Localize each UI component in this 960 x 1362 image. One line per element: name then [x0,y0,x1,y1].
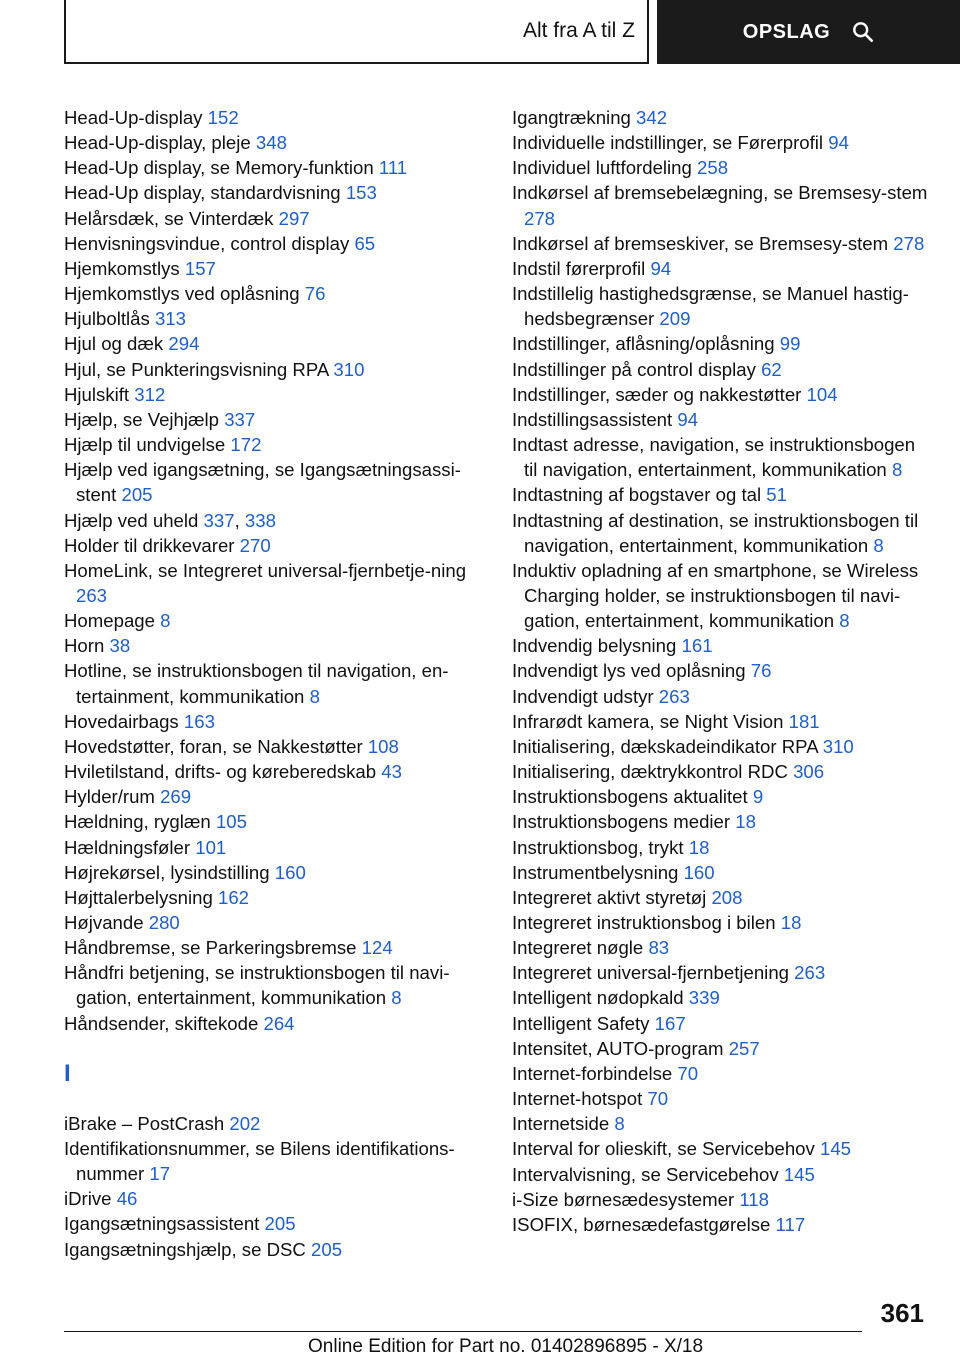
index-entry-text: Intelligent Safety [512,1012,650,1034]
index-entry [512,155,932,180]
index-entry [64,1111,484,1136]
index-entry-text: Håndfri betjening, se instruktionsbogen til navi‐gation, entertainment, kommunikation [64,962,450,1009]
index-entry-text: Indstillingsassistent [512,408,673,430]
index-entry-text: Intervalvisning, se Servicebehov [512,1163,779,1185]
index-entry-text: Igangsætningshjælp, se DSC [64,1238,306,1260]
page-reference-link[interactable]: 297 [278,207,310,229]
index-entry-text: Individuelle indstillinger, se Førerprofil [512,132,824,154]
index-entry [512,709,932,734]
index-entry [64,457,484,507]
index-entry [512,256,932,281]
page-reference-link[interactable]: 209 [659,308,691,330]
index-entry: Hjælp ved uheld 337, 338 [64,509,276,531]
index-entry-text: Indstillinger, sæder og nakkestøtter [512,383,802,405]
index-entry [512,759,932,784]
page-reference-link[interactable]: 18 [735,811,756,833]
page-reference-link[interactable]: 160 [274,861,306,883]
index-entry [64,1136,484,1186]
page-reference-link[interactable]: 9 [752,786,764,808]
index-entry [512,734,932,759]
page-reference-link[interactable]: 269 [160,786,192,808]
page-reference-link[interactable]: 8 [614,1113,625,1135]
index-entry [512,860,932,885]
index-entry [64,155,484,180]
page-reference-link[interactable]: 337 [224,408,256,430]
page-reference-link[interactable]: 337 [203,509,235,531]
page-reference-link[interactable]: 51 [766,484,787,506]
index-entry-text: Højrekørsel, lysindstilling [64,861,270,883]
index-entry [64,1211,484,1236]
index-entry [64,558,484,608]
index-entry-text: Head-Up display, standardvisning [64,182,341,204]
page-reference-link[interactable]: 157 [184,257,216,279]
index-entry-text: Instruktionsbog, trykt [512,836,684,858]
index-entry [512,1136,932,1161]
index-entry [512,985,932,1010]
index-entry [64,809,484,834]
index-entry [64,256,484,281]
index-entry-text: Head-Up-display, pleje [64,132,251,154]
index-entry [512,885,932,910]
index-entry-text: Internetside [512,1113,610,1135]
index-entry [512,130,932,155]
page-reference-link[interactable]: 99 [779,333,801,355]
index-entry [64,1186,484,1211]
index-entry [512,1086,932,1111]
index-entry-text: iBrake – PostCrash [64,1112,225,1134]
index-entry-text: Højttalerbelysning [64,886,213,908]
section-letter-i: I [64,1059,71,1087]
index-entry [64,357,484,382]
index-entry [512,1187,932,1212]
edition-text: Online Edition for Part no. 01402896895 - X/18 [308,1336,704,1357]
index-entry [64,835,484,860]
page-reference-link[interactable]: 342 [636,107,668,128]
index-entry [512,1036,932,1061]
index-entry-text: Hjælp, se Vejhjælp [64,408,220,430]
page-reference-link[interactable]: 76 [304,283,326,305]
page-reference-link[interactable]: 8 [839,610,850,632]
index-entry [512,432,932,482]
index-entry [64,331,484,356]
index-entry [64,784,484,809]
page-reference-link[interactable]: 8 [891,459,903,481]
page-reference-link[interactable]: 172 [230,434,262,456]
page-reference-link[interactable]: 163 [183,710,215,732]
index-entry [64,658,484,708]
page-reference-link[interactable]: 101 [195,836,227,858]
index-entry-text: HomeLink, se Integreret universal-fjernbetje‐ning [64,559,467,581]
index-entry [512,558,932,633]
index-entry [512,231,932,256]
index-entry-text: Hotline, se instruktionsbogen til navigation, en‐tertainment, kommunikation [64,660,449,707]
index-entry-text: Igangsætningsassistent [64,1213,260,1235]
index-entry [64,759,484,784]
page-reference-link[interactable]: 258 [697,157,729,179]
index-entry-text: Instrumentbelysning [512,861,679,883]
index-entry [512,331,932,356]
index-entry [64,633,484,658]
index-entry-text: Infrarødt kamera, se Night Vision [512,710,784,732]
page-reference-link[interactable]: 294 [168,333,200,355]
page-reference-link[interactable]: 161 [681,635,713,657]
index-entry-text: Hjul og dæk [64,333,164,355]
index-entry [64,432,484,457]
index-entry [512,482,932,507]
index-entry [512,357,932,382]
index-entry-text: Integreret aktivt styretøj [512,886,707,908]
index-entry [64,306,484,331]
index-entry [512,1011,932,1036]
index-entry-text: ISOFIX, børnesædefastgørelse [512,1213,771,1235]
index-entry-text: Indtastning af destination, se instruktionsbogen til navigation, entertainment, kommunikation [512,509,919,556]
index-entry-text: Interval for olieskift, se Servicebehov [512,1138,815,1160]
index-entry-text: Hældningsføler [64,836,191,858]
page-reference-link[interactable]: 8 [873,534,884,556]
index-entry-text: Initialisering, dækskadeindikator RPA [512,735,818,757]
index-entry-text: Hylder/rum [64,786,155,808]
index-entry [512,658,932,683]
page-reference-link[interactable]: 310 [333,358,365,380]
page-reference-link[interactable]: 8 [160,610,171,632]
index-entry [64,105,484,130]
index-entry-text: Initialisering, dæktrykkontrol RDC [512,761,788,783]
index-entry-text: Hjælp ved uheld [64,509,199,531]
index-entry-text: Højvande [64,912,144,933]
index-entry [512,1111,932,1136]
page-reference-link[interactable]: 8 [391,987,402,1009]
index-entry-text: Homepage [64,610,155,632]
page-reference-link[interactable]: 70 [677,1062,699,1084]
footer-divider [64,1331,862,1332]
index-entry [512,633,932,658]
section-title-tab [64,0,649,64]
index-entry [512,835,932,860]
page-reference-link[interactable]: 65 [354,232,376,254]
index-entry-text: Integreret nøgle [512,937,644,959]
index-entry [512,1212,932,1237]
index-entry [512,281,932,331]
search-tab-button[interactable] [657,0,960,64]
index-entry [64,206,484,231]
page-reference-link[interactable]: 70 [647,1088,669,1110]
index-entry-text: Indstillinger, aflåsning/oplåsning [512,333,775,355]
index-entry-text: Indtast adresse, navigation, se instruktionsbogen til navigation, entertainment, kommunikation [512,434,916,481]
page-reference-link[interactable]: 62 [761,358,782,380]
page-reference-link[interactable]: 145 [783,1163,815,1185]
index-entry-text: Hjælp til undvigelse [64,434,226,456]
index-entry-text: Individuel luftfordeling [512,157,692,179]
page-reference-link[interactable]: 105 [215,811,247,833]
index-entry-text: Head-Up-display [64,107,203,128]
page-reference-link[interactable]: 205 [121,484,153,506]
page-reference-link[interactable]: 310 [822,735,854,757]
index-entry [64,960,484,1010]
index-entry [64,180,484,205]
index-entry-text: Holder til drikkevarer [64,534,235,556]
page-reference-link[interactable]: 263 [76,584,108,606]
index-entry-text: Indvendig belysning [512,635,677,657]
index-entry-text: Head-Up display, se Memory-funktion [64,157,374,179]
page-reference-link[interactable]: 43 [381,761,402,783]
index-entry-text: Hovedstøtter, foran, se Nakkestøtter [64,735,363,757]
page-reference-link[interactable]: 94 [677,408,699,430]
page-reference-link[interactable]: 348 [255,132,287,154]
index-entry-text: Integreret universal-fjernbetjening [512,962,789,984]
page-reference-link[interactable]: 94 [650,257,672,279]
index-entry [512,960,932,985]
index-entry-text: Induktiv opladning af en smartphone, se Wireless Charging holder, se instruktionsbogen til navi‐gation, entertainment, kommunikation [512,559,919,632]
index-entry-text: Hjul, se Punkteringsvisning RPA [64,358,329,380]
page-reference-link[interactable]: 108 [367,735,399,757]
index-entry-text: Indvendigt lys ved oplåsning [512,660,746,682]
page-reference-link[interactable]: 270 [239,534,271,556]
page-reference-link[interactable]: 263 [794,962,826,984]
index-entries-i [64,1111,484,1262]
index-entry-text: Indstillelig hastighedsgrænse, se Manuel hastig‐hedsbegrænser [512,283,909,330]
page-reference-link[interactable]: 167 [654,1012,686,1034]
index-entry-text: Hovedairbags [64,710,179,732]
index-entry [64,608,484,633]
section-title: Alt fra A til Z [522,19,635,42]
index-entry-text: Helårsdæk, se Vinterdæk [64,207,274,229]
index-entry [64,281,484,306]
page-reference-link[interactable]: 17 [149,1163,171,1185]
index-entry-text: Internet-forbindelse [512,1062,673,1084]
index-entry [512,809,932,834]
page-reference-link[interactable]: 264 [263,1012,295,1034]
index-entry-text: Indvendigt udstyr [512,685,654,707]
page-reference-link[interactable]: 263 [658,685,690,707]
page-reference-link[interactable]: 278 [893,232,925,254]
index-entry [512,180,932,230]
index-entry [64,382,484,407]
index-entry [64,885,484,910]
page-reference-link[interactable]: 38 [109,635,131,657]
page-reference-link[interactable]: 18 [688,836,710,858]
index-entry [64,130,484,155]
index-entry [64,1011,484,1036]
index-entry-text: Intensitet, AUTO-program [512,1037,724,1059]
page-reference-link[interactable]: 306 [793,761,825,783]
page-reference-link[interactable]: 181 [788,710,820,732]
index-entry-text: Igangtrækning [512,107,631,128]
index-entry-text: Hjemkomstlys ved oplåsning [64,283,300,305]
page-reference-link[interactable]: 83 [648,937,670,959]
index-entry [64,910,484,935]
index-entries-i-continued [512,105,932,1237]
page-reference-link[interactable]: 202 [229,1112,261,1134]
index-entry [512,508,932,558]
page-reference-link[interactable]: 111 [378,157,408,179]
index-entry [64,935,484,960]
page-reference-link[interactable]: 124 [361,937,393,959]
index-entry-text: Indstillinger på control display [512,358,756,380]
page-reference-link[interactable]: 18 [780,912,802,933]
index-entry [512,105,932,130]
page-number: 361 [880,1298,924,1328]
index-entry-text: Hjælp ved igangsætning, se Igangsætningsassi‐stent [64,459,461,506]
index-entry-text: Indstil førerprofil [512,257,646,279]
page-reference-link[interactable]: 208 [711,886,743,908]
index-entry-text: Indkørsel af bremseskiver, se Bremsesy‐stem [512,232,889,254]
index-entry-text: Hjulskift [64,383,130,405]
index-entry [512,784,932,809]
index-entry-text: i-Size børnesædesystemer [512,1188,735,1210]
index-entry-text: Håndsender, skiftekode [64,1012,259,1034]
index-entry-text: Hjemkomstlys [64,257,180,279]
index-entry-text: Horn [64,635,105,657]
index-entry-text: Hviletilstand, drifts- og køreberedskab [64,761,377,783]
page-reference-link[interactable]: 339 [688,987,720,1009]
index-entry-text: iDrive [64,1188,112,1210]
page-reference-link[interactable]: 278 [524,207,556,229]
page-reference-link[interactable]: 162 [218,886,250,908]
index-entry-text: Intelligent nødopkald [512,987,684,1009]
index-entry-text: Hjulboltlås [64,308,150,330]
index-entry-text: Instruktionsbogens aktualitet [512,786,748,808]
index-entry [64,860,484,885]
index-entry [512,684,932,709]
page-reference-link[interactable]: 205 [311,1238,343,1260]
index-entry [512,910,932,935]
index-column-left [64,105,484,1262]
index-entry [512,407,932,432]
page-reference-link[interactable]: 117 [775,1213,806,1235]
index-entry [64,407,484,432]
search-icon [852,21,874,43]
page-reference-link[interactable]: 94 [828,132,849,154]
page-reference-link[interactable]: 257 [728,1037,760,1059]
page-reference-link[interactable]: 313 [154,308,186,330]
index-entry [512,935,932,960]
page-reference-link[interactable]: 338 [244,509,276,531]
index-entry [64,734,484,759]
index-entry-text: Internet-hotspot [512,1088,643,1110]
index-entry [64,1237,484,1262]
index-entry [512,382,932,407]
page-reference-link[interactable]: 76 [750,660,772,682]
page-reference-link[interactable]: 153 [345,182,377,204]
page-reference-link[interactable]: 205 [264,1213,296,1235]
index-entry-text: Hældning, ryglæn [64,811,211,833]
index-entry-text: Identifikationsnummer, se Bilens identifikations‐nummer [64,1137,455,1185]
page-reference-link[interactable]: 46 [116,1188,138,1210]
index-entries-h [64,105,484,1036]
index-entry-text: Instruktionsbogens medier [512,811,731,833]
index-column-right [512,105,932,1237]
search-tab-label: OPSLAG [742,20,831,43]
index-entry-text: Indtastning af bogstaver og tal [512,484,762,506]
index-entry-text: Henvisningsvindue, control display [64,232,350,254]
page-reference-link[interactable]: 160 [683,861,715,883]
index-entry [512,1061,932,1086]
page-reference-link[interactable]: 145 [819,1138,852,1160]
page-reference-link[interactable]: 312 [134,383,166,405]
page-reference-link[interactable]: 280 [148,912,180,933]
index-entry [64,533,484,558]
page-reference-link[interactable]: 118 [739,1188,769,1210]
page-reference-link[interactable]: 152 [207,107,239,128]
index-entry [64,709,484,734]
page-reference-link[interactable]: 8 [309,685,320,707]
index-entry-text: Integreret instruktionsbog i bilen [512,912,776,933]
index-entry [64,231,484,256]
index-entry-text: Indkørsel af bremsebelægning, se Bremsesy‐stem [512,182,928,204]
page-reference-link[interactable]: 104 [806,383,838,405]
index-entry [512,1162,932,1187]
index-entry-text: Håndbremse, se Parkeringsbremse [64,937,357,959]
